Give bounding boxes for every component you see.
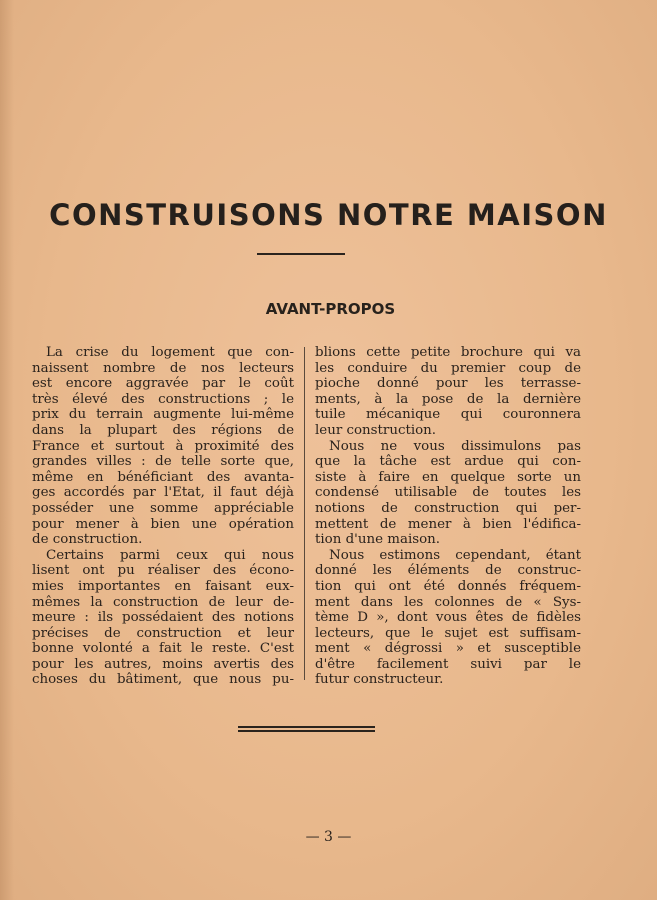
text-line: mettent de mener à bien l'édifica- xyxy=(315,516,581,532)
decorative-double-rule xyxy=(238,726,375,734)
text-line: notions de construction qui per- xyxy=(315,500,581,516)
text-line: tuile mécanique qui couronnera xyxy=(315,407,581,423)
text-line: est encore aggravée par le coût xyxy=(32,376,294,392)
text-line: naissent nombre de nos lecteurs xyxy=(32,360,294,376)
text-line: meure : ils possédaient des notions xyxy=(32,610,294,626)
text-line: les conduire du premier coup de xyxy=(315,360,581,376)
text-line: Nous ne vous dissimulons pas xyxy=(329,438,581,454)
text-line: donné les éléments de construc- xyxy=(315,563,581,579)
text-line: précises de construction et leur xyxy=(32,625,294,641)
text-line: ges accordés par l'Etat, il faut déjà xyxy=(32,485,294,501)
text-line: France et surtout à proximité des xyxy=(32,438,294,454)
text-line: tion d'une maison. xyxy=(315,532,441,548)
text-line: tème D », dont vous êtes de fidèles xyxy=(315,610,581,626)
text-line: de construction. xyxy=(32,532,143,548)
title-underline-rule xyxy=(257,253,345,255)
text-line: pioche donné pour les terrasse- xyxy=(315,376,581,392)
text-line: mies importantes en faisant eux- xyxy=(32,578,294,594)
text-line: ment dans les colonnes de « Sys- xyxy=(315,594,581,610)
text-line: choses du bâtiment, que nous pu- xyxy=(32,672,294,688)
text-line: tion qui ont été donnés fréquem- xyxy=(315,578,581,594)
text-line: très élevé des constructions ; le xyxy=(32,391,294,407)
text-line: La crise du logement que con- xyxy=(46,345,294,360)
text-line: grandes villes : de telle sorte que, xyxy=(32,454,294,470)
text-line: condensé utilisable de toutes les xyxy=(315,485,581,501)
text-column-right xyxy=(315,345,581,688)
text-line: blions cette petite brochure qui va xyxy=(315,345,581,360)
text-line: pour mener à bien une opération xyxy=(32,516,294,532)
text-line: Certains parmi ceux qui nous xyxy=(46,547,294,563)
text-line: lisent ont pu réaliser des écono- xyxy=(32,563,294,579)
rule-line xyxy=(238,730,375,732)
page-edge-shadow xyxy=(0,0,14,900)
section-heading: AVANT-PROPOS xyxy=(265,300,396,318)
page-title: CONSTRUISONS NOTRE MAISON xyxy=(49,198,608,232)
text-line: bonne volonté a fait le reste. C'est xyxy=(32,641,294,657)
text-line: mêmes la construction de leur de- xyxy=(32,594,294,610)
text-line: même en bénéficiant des avanta- xyxy=(32,469,294,485)
text-line: futur constructeur. xyxy=(315,672,444,688)
text-line: pour les autres, moins avertis des xyxy=(32,656,294,672)
text-line: leur construction. xyxy=(315,422,437,438)
text-column-left xyxy=(32,345,294,688)
text-line: ment « dégrossi » et susceptible xyxy=(315,641,581,657)
text-line: Nous estimons cependant, étant xyxy=(329,547,581,563)
column-divider xyxy=(304,347,305,680)
text-line: prix du terrain augmente lui-même xyxy=(32,407,294,423)
text-line: ments, à la pose de la dernière xyxy=(315,391,581,407)
text-line: dans la plupart des régions de xyxy=(32,422,294,438)
text-line: que la tâche est ardue qui con- xyxy=(315,454,581,470)
text-line: siste à faire en quelque sorte un xyxy=(315,469,581,485)
rule-line xyxy=(238,726,375,728)
text-line: posséder une somme appréciable xyxy=(32,500,294,516)
page-number: — 3 — xyxy=(305,829,352,845)
text-line: d'être facilement suivi par le xyxy=(315,656,581,672)
text-line: lecteurs, que le sujet est suffisam- xyxy=(315,625,581,641)
